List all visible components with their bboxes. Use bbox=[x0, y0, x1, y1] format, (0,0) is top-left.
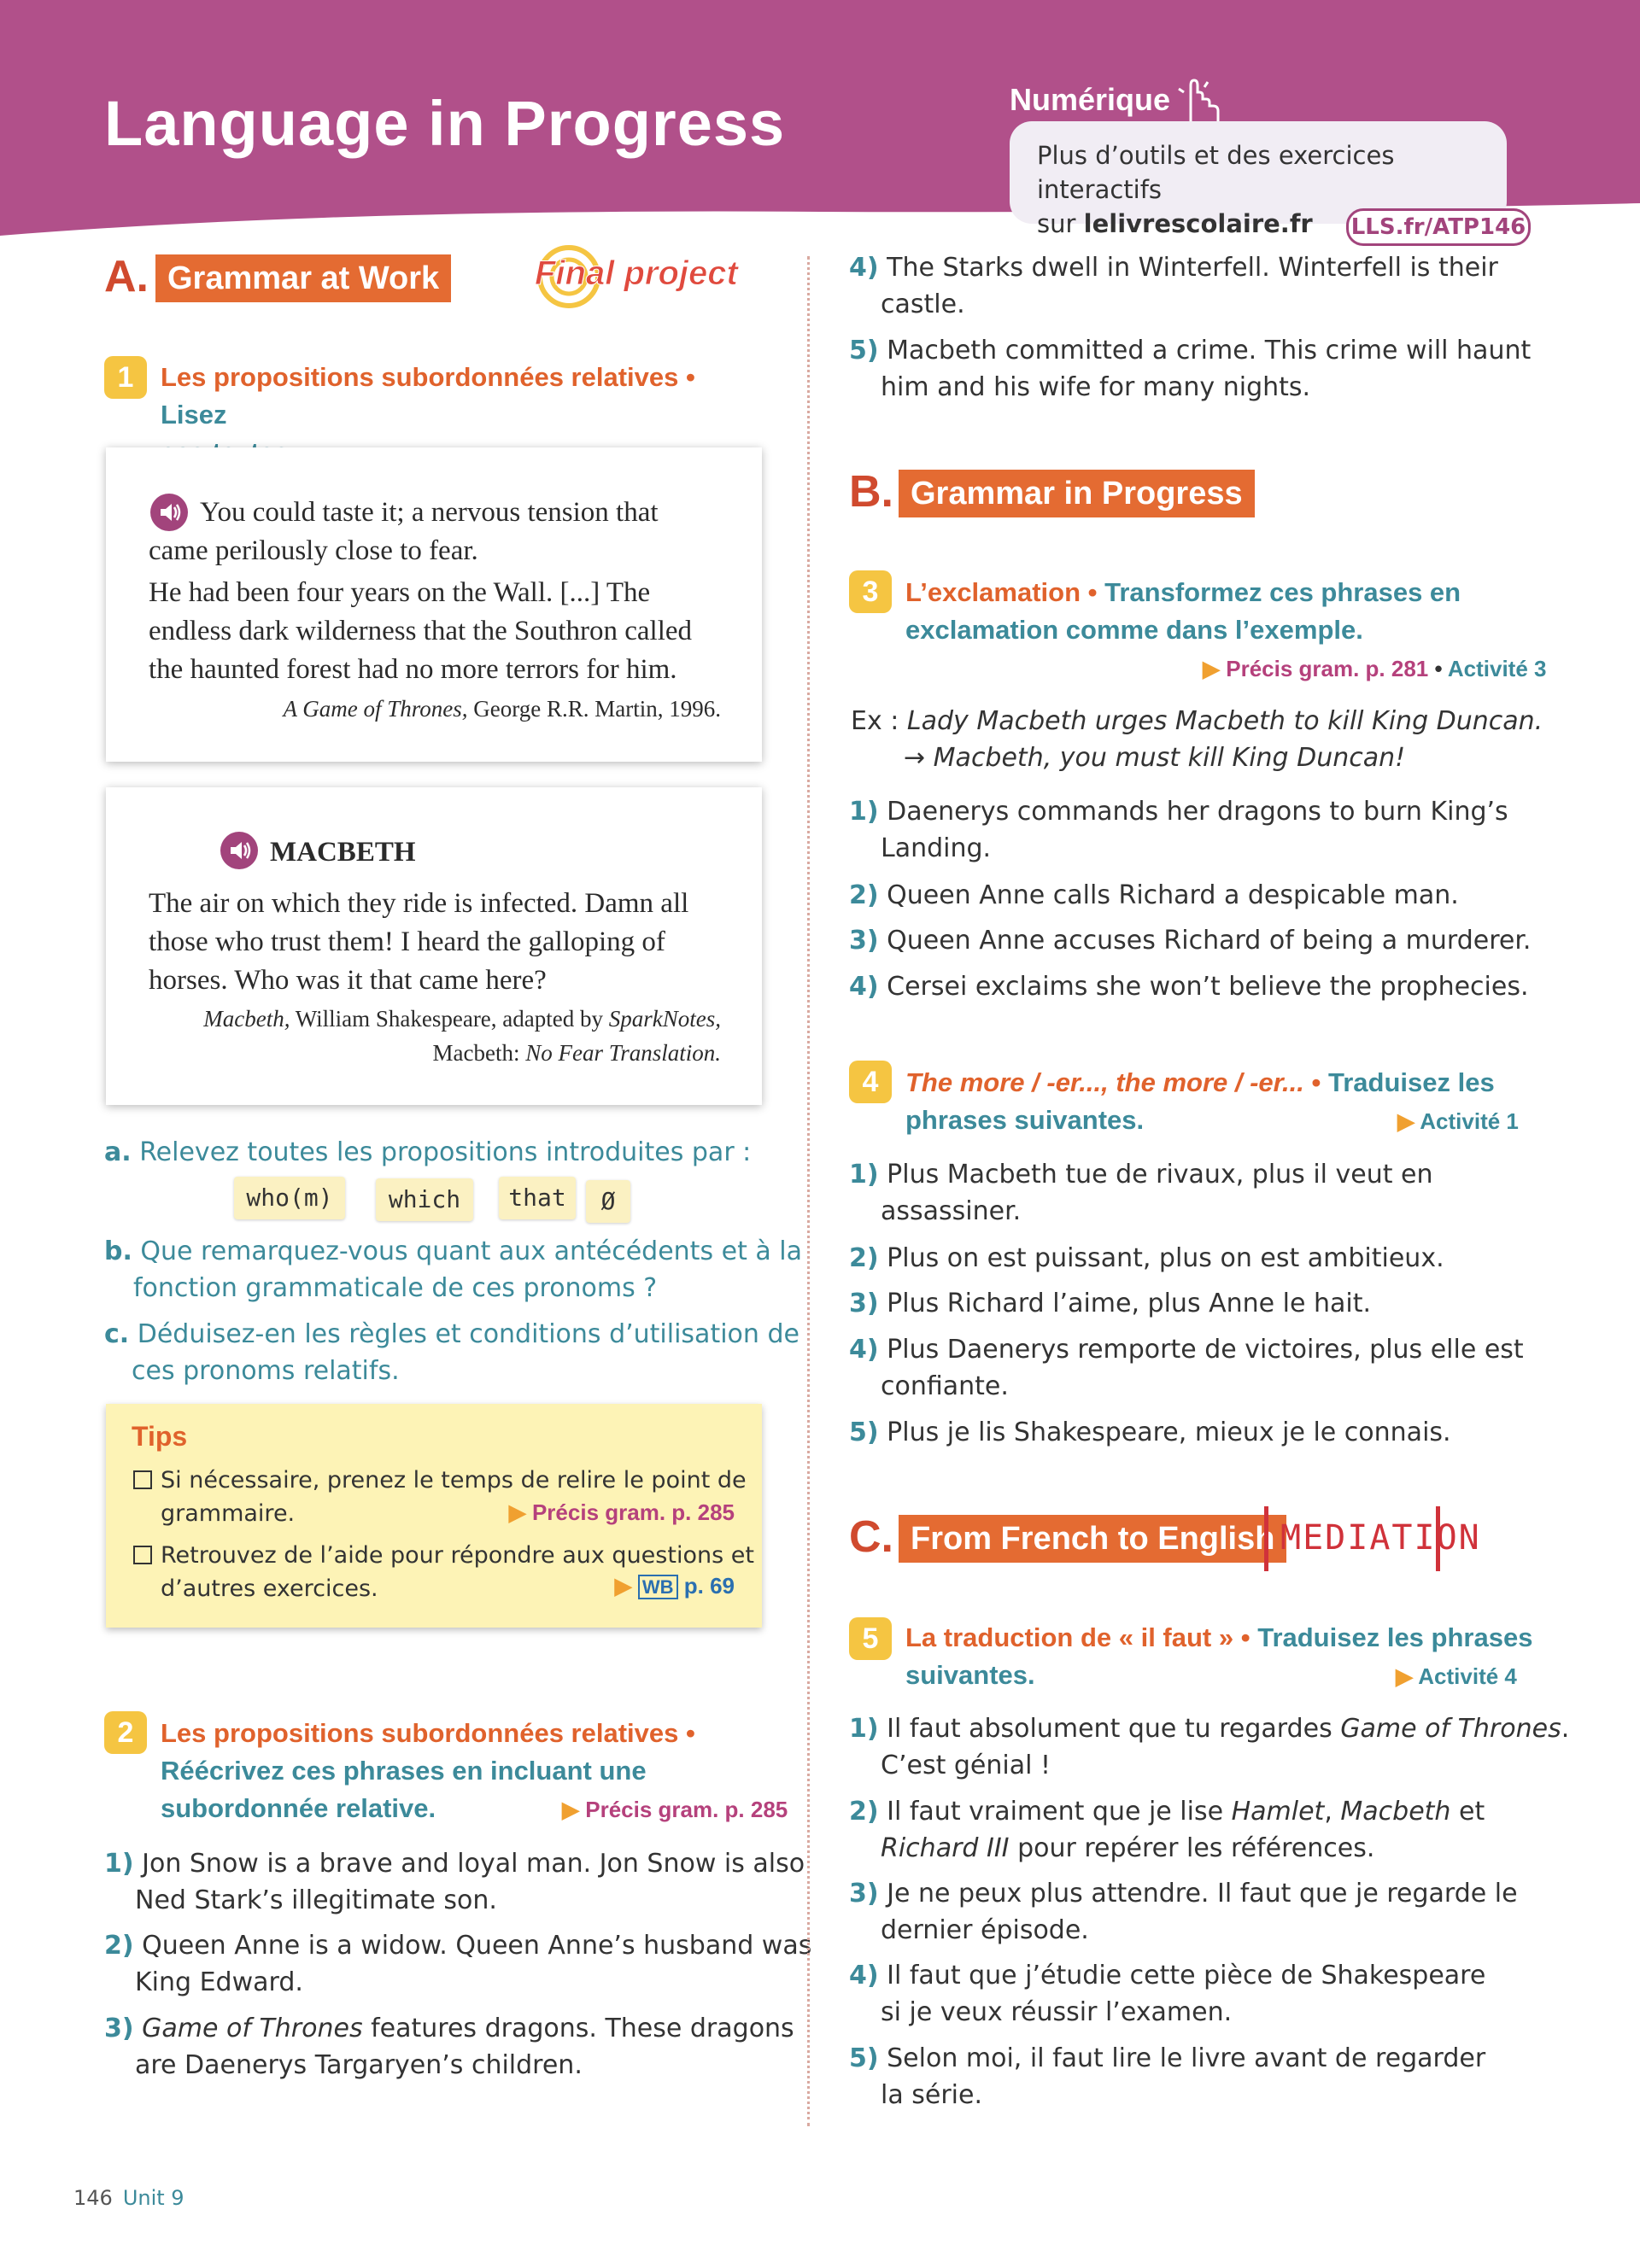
list-item-cont: him and his wife for many nights. bbox=[881, 372, 1311, 402]
question-c: c. Déduisez-en les règles et conditions d’utilisation de bbox=[104, 1319, 800, 1349]
column-divider bbox=[807, 256, 810, 2126]
list-item-cont: are Daenerys Targaryen’s children. bbox=[135, 2050, 583, 2080]
quote-line: He had been four years on the Wall. [...] The bbox=[149, 577, 651, 608]
pronoun-chip: who(m) bbox=[234, 1177, 345, 1219]
tip-item: Retrouvez de l’aide pour répondre aux questions et bbox=[133, 1539, 754, 1572]
checkbox-icon bbox=[133, 1470, 152, 1489]
list-item: 3) Plus Richard l’aime, plus Anne le hait. bbox=[849, 1289, 1372, 1318]
list-item-cont: assassiner. bbox=[881, 1196, 1022, 1226]
exercise-4-number: 4 bbox=[849, 1061, 892, 1103]
question-b: b. Que remarquez-vous quant aux antécédents et à la bbox=[104, 1236, 803, 1266]
quote-line: horses. Who was it that came here? bbox=[149, 965, 547, 996]
pronoun-chip: which bbox=[376, 1178, 473, 1221]
question-c-cont: ces pronoms relatifs. bbox=[132, 1356, 400, 1386]
example-answer: → Macbeth, you must kill King Duncan! bbox=[904, 743, 1406, 773]
question-a: a. Relevez toutes les propositions introduites par : bbox=[104, 1137, 752, 1167]
list-item: 3) Game of Thrones features dragons. These dragons bbox=[104, 2014, 794, 2043]
tip-item-cont: grammaire. bbox=[161, 1500, 296, 1527]
exercise-3-title: L’exclamation • Transformez ces phrases en exclamation comme dans l’exemple. bbox=[905, 577, 1461, 645]
list-item: 4) Cersei exclaims she won’t believe the prophecies. bbox=[849, 972, 1529, 1002]
exercise-2-title: Les propositions subordonnées relatives • Réécrivez ces phrases en incluant une subordonnée relative. bbox=[161, 1718, 695, 1823]
numerique-link[interactable]: lelivrescolaire.fr bbox=[1083, 209, 1313, 238]
section-c-letter: C. bbox=[849, 1512, 893, 1562]
page-title: Language in Progress bbox=[104, 88, 786, 159]
grammar-ref-link[interactable]: ▶ Précis gram. p. 285 bbox=[562, 1797, 788, 1822]
exercise-5-number: 5 bbox=[849, 1617, 892, 1660]
numerique-label: Numérique bbox=[1010, 82, 1171, 117]
activity-ref-link[interactable]: ▶ Activité 4 bbox=[1396, 1663, 1517, 1689]
mediation-badge: MEDIATION bbox=[1264, 1506, 1440, 1571]
section-b-title: Grammar in Progress bbox=[899, 470, 1255, 517]
list-item-cont: Richard III pour repérer les références. bbox=[881, 1833, 1375, 1863]
text-extract-2 bbox=[106, 787, 762, 1105]
text-extract-1 bbox=[106, 447, 762, 762]
list-item: 1) Plus Macbeth tue de rivaux, plus il veut en bbox=[849, 1160, 1433, 1190]
page-header bbox=[0, 0, 1640, 248]
exercise-1-number: 1 bbox=[104, 356, 147, 399]
pronoun-chip: Ø bbox=[586, 1180, 630, 1223]
list-item: 5) Plus je lis Shakespeare, mieux je le connais. bbox=[849, 1418, 1451, 1447]
citation: Macbeth, William Shakespeare, adapted by SparkNotes, bbox=[203, 1006, 721, 1032]
list-item-cont: Landing. bbox=[881, 833, 992, 863]
quote-line: came perilously close to fear. bbox=[149, 535, 478, 566]
citation: Macbeth: No Fear Translation. bbox=[432, 1040, 721, 1066]
example: Ex : Lady Macbeth urges Macbeth to kill King Duncan. bbox=[851, 706, 1543, 736]
list-item: 4) The Starks dwell in Winterfell. Winterfell is their bbox=[849, 253, 1498, 283]
workbook-ref-link[interactable]: ▶ WB p. 69 bbox=[614, 1573, 735, 1599]
list-item: 5) Selon moi, il faut lire le livre avant de regarder bbox=[849, 2043, 1486, 2073]
grammar-ref-link[interactable]: ▶ Précis gram. p. 281 • Activité 3 bbox=[1203, 656, 1547, 681]
list-item-cont: Ned Stark’s illegitimate son. bbox=[135, 1885, 497, 1915]
exercise-3-number: 3 bbox=[849, 570, 892, 613]
grammar-ref-link[interactable]: ▶ Précis gram. p. 285 bbox=[508, 1499, 735, 1525]
unit-label: Unit 9 bbox=[122, 2186, 184, 2210]
audio-speaker-icon[interactable] bbox=[150, 494, 188, 531]
short-link-badge[interactable]: LLS.fr/ATP146 bbox=[1346, 208, 1531, 246]
list-item: 2) Il faut vraiment que je lise Hamlet, Macbeth et bbox=[849, 1797, 1485, 1827]
section-a-letter: A. bbox=[104, 252, 149, 301]
exercise-1-title: Les propositions subordonnées relatives • Lisez bbox=[161, 362, 695, 430]
quote-line: those who trust them! I heard the galloping of bbox=[149, 926, 665, 957]
question-b-cont: fonction grammaticale de ces pronoms ? bbox=[133, 1273, 658, 1303]
final-project-badge: Final project bbox=[528, 244, 764, 309]
list-item: 1) Il faut absolument que tu regardes Game of Thrones. bbox=[849, 1714, 1570, 1744]
tip-item: Si nécessaire, prenez le temps de relire le point de bbox=[133, 1464, 747, 1497]
exercise-5-title: La traduction de « il faut » • Traduisez les phrases suivantes. bbox=[905, 1622, 1533, 1690]
page-footer bbox=[73, 2186, 184, 2210]
quote-line: You could taste it; a nervous tension that bbox=[200, 497, 659, 528]
pronoun-chip: that bbox=[499, 1177, 576, 1219]
list-item-cont: la série. bbox=[881, 2080, 983, 2110]
activity-ref-link[interactable]: ▶ Activité 1 bbox=[1397, 1108, 1519, 1134]
quote-line: the haunted forest had no more terrors for him. bbox=[149, 654, 677, 685]
section-a-title: Grammar at Work bbox=[155, 254, 451, 302]
tips-title: Tips bbox=[132, 1421, 188, 1452]
list-item-cont: dernier épisode. bbox=[881, 1915, 1089, 1945]
list-item: 4) Plus Daenerys remporte de victoires, plus elle est bbox=[849, 1335, 1524, 1365]
exercise-2-number: 2 bbox=[104, 1711, 147, 1754]
list-item-cont: confiante. bbox=[881, 1371, 1009, 1401]
list-item: 3) Queen Anne accuses Richard of being a murderer. bbox=[849, 926, 1532, 956]
section-b-letter: B. bbox=[849, 467, 893, 517]
quote-line: The air on which they ride is infected. Damn all bbox=[149, 888, 689, 919]
list-item-cont: C’est génial ! bbox=[881, 1751, 1051, 1780]
checkbox-icon bbox=[133, 1546, 152, 1564]
list-item: 1) Daenerys commands her dragons to burn King’s bbox=[849, 797, 1508, 827]
audio-speaker-icon[interactable] bbox=[220, 832, 258, 869]
list-item: 2) Queen Anne calls Richard a despicable man. bbox=[849, 880, 1459, 910]
section-c-title: From French to English bbox=[899, 1515, 1286, 1563]
numerique-text: Plus d’outils et des exercices interactifs sur lelivrescolaire.fr bbox=[1037, 141, 1395, 238]
page-number: 146 bbox=[73, 2186, 113, 2210]
tip-item-cont: d’autres exercices. bbox=[161, 1575, 378, 1602]
quote-line: endless dark wilderness that the Southron called bbox=[149, 616, 693, 646]
speaker-name: MACBETH bbox=[270, 837, 416, 868]
list-item: 2) Queen Anne is a widow. Queen Anne’s husband was bbox=[104, 1931, 812, 1961]
list-item: 2) Plus on est puissant, plus on est ambitieux. bbox=[849, 1243, 1444, 1273]
workbook-icon: WB bbox=[638, 1575, 678, 1599]
list-item: 4) Il faut que j’étudie cette pièce de Shakespeare bbox=[849, 1961, 1486, 1990]
list-item-cont: King Edward. bbox=[135, 1967, 303, 1997]
list-item: 5) Macbeth committed a crime. This crime will haunt bbox=[849, 336, 1532, 365]
tips-box bbox=[106, 1404, 762, 1628]
list-item-cont: castle. bbox=[881, 289, 965, 319]
list-item: 3) Je ne peux plus attendre. Il faut que je regarde le bbox=[849, 1879, 1518, 1909]
list-item: 1) Jon Snow is a brave and loyal man. Jon Snow is also bbox=[104, 1849, 805, 1879]
exercise-4-title: The more / -er..., the more / -er... • Traduisez les phrases suivantes. bbox=[905, 1067, 1495, 1135]
citation: A Game of Thrones, George R.R. Martin, 1996. bbox=[283, 696, 721, 722]
list-item-cont: si je veux réussir l’examen. bbox=[881, 1997, 1233, 2027]
